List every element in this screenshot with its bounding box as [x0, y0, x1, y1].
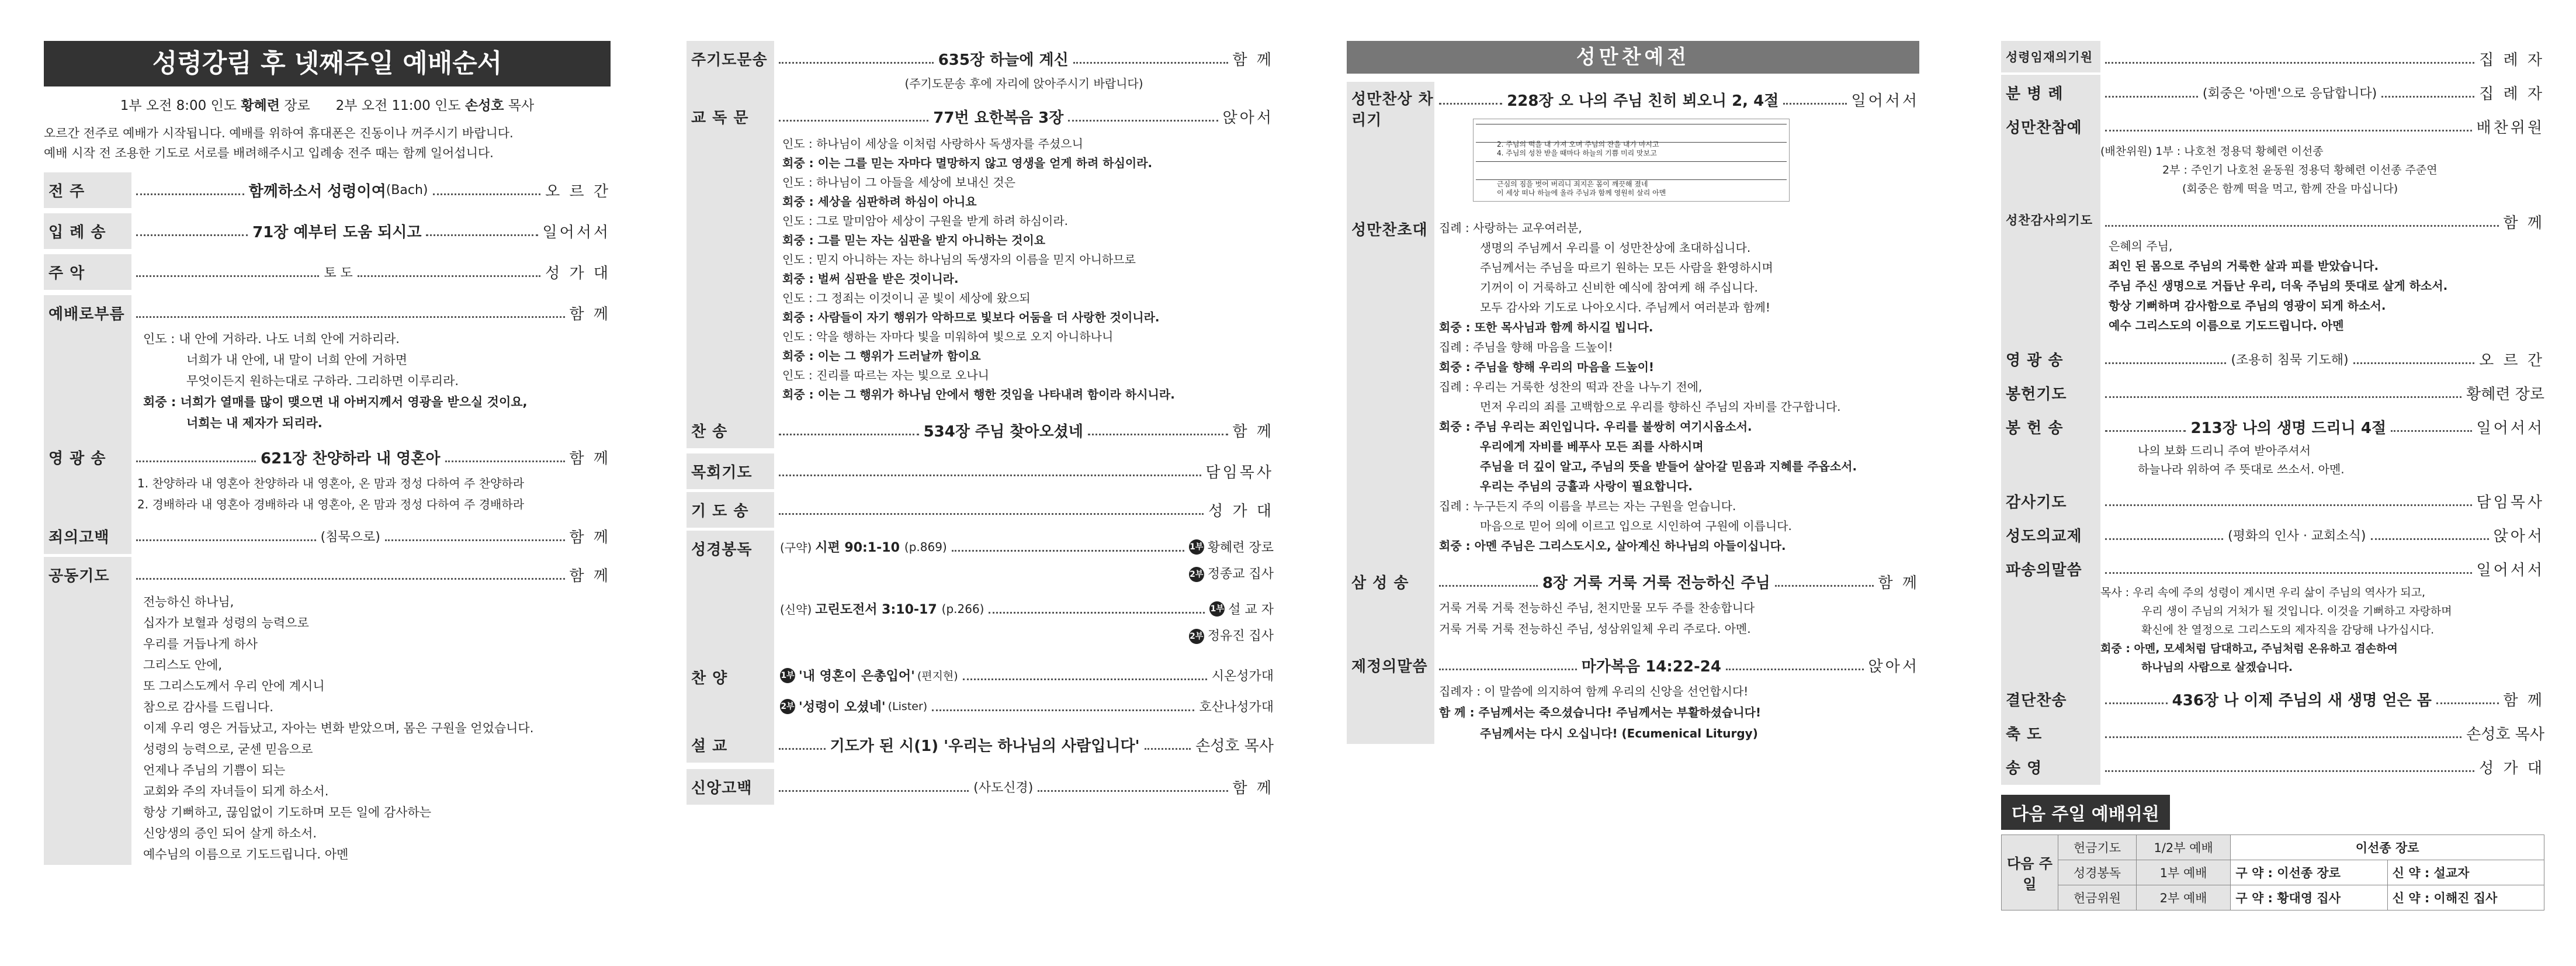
text-line: 인도 : 진리를 따르는 자는 빛으로 오나니 — [782, 368, 990, 382]
table-cell: 신 약 : 이해진 집사 — [2387, 885, 2544, 910]
order-who: 함 께 — [1232, 51, 1274, 69]
text-line: 주님을 더 깊이 알고, 주님의 뜻을 받들어 살아갈 믿음과 지혜를 주옵소서. — [1480, 459, 1857, 473]
text-line: 또 그리스도께서 우리 안에 계시니 — [143, 679, 325, 693]
text-line: 모두 감사와 기도로 나아오시다. 주님께서 여러분과 함께! — [1480, 300, 1770, 314]
score-lyrics: 근심의 짐을 벗어 버리니 죄지은 몸이 깨끗해 졌네 이 세상 떠나 하늘에 올라 주님과 함께 영원히 살리 아멘 — [1497, 180, 1666, 197]
order-label: 설 교 — [687, 727, 774, 763]
score-lyrics: 2. 주님의 떡을 내 가져 오며 주님의 잔을 내가 마시고 4. 주님의 성찬 받을 때마다 하늘의 기쁨 미리 맛보고 — [1497, 140, 1659, 157]
text-line: 인도 : 그 정죄는 이것이니 곧 빛이 세상에 왔으되 — [782, 291, 1031, 305]
order-item: 71장 예부터 도움 되시고 — [252, 224, 422, 241]
reading-ref: 고린도전서 3:10-17 — [815, 603, 937, 617]
order-note: (Bach) — [386, 183, 428, 198]
order-row — [687, 453, 1274, 492]
text-line: 우리는 주님의 긍휼과 사랑이 필요합니다. — [1480, 479, 1693, 493]
text-line: 언제나 주님의 기쁨이 되는 — [143, 763, 286, 777]
service-1-role: 장로 — [284, 98, 310, 113]
service-1-badge: 1부 — [780, 668, 795, 683]
responsive-reading — [774, 127, 1274, 413]
text-line: 주님께서는 다시 오십니다! (Ecumenical Liturgy) — [1480, 726, 1758, 740]
next-week-label: 다음 주일 — [2002, 835, 2058, 910]
service-times — [44, 95, 611, 114]
table-cell: 구 약 : 이선종 장로 — [2231, 860, 2387, 885]
next-week-table — [2001, 835, 2544, 910]
reader: 설 교 자 — [1228, 603, 1274, 617]
order-row — [44, 172, 611, 213]
order-label: 성경봉독 — [687, 531, 774, 659]
table-cell: 헌금기도 — [2058, 835, 2137, 860]
section-header: 성만찬예전 — [1347, 41, 1919, 74]
order-row — [2001, 75, 2544, 109]
text-line: 먼저 우리의 죄를 고백함으로 우리를 향하신 주님의 자비를 간구합니다. — [1480, 400, 1841, 414]
text-line: 그리스도 안에, — [143, 658, 223, 672]
text-line: 기꺼이 이 거룩하고 신비한 예식에 참여케 해 주십니다. — [1480, 281, 1758, 295]
text-line: 회중 : 너희가 열매를 많이 맺으면 내 아버지께서 영광을 받으실 것이요, — [143, 395, 528, 409]
order-who: 집 례 자 — [2479, 51, 2544, 69]
text-line: 인도 : 하나님이 그 아들을 세상에 보내신 것은 — [782, 175, 1015, 189]
order-item: 77번 요한복음 3장 — [933, 109, 1064, 127]
service-1-leader: 황혜련 — [241, 98, 280, 113]
text-line: 집례자 : 이 말씀에 의지하여 함께 우리의 신앙을 선언합시다! — [1439, 684, 1749, 698]
order-who: 함 께 — [569, 529, 611, 546]
order-label: 감사기도 — [2001, 483, 2100, 519]
text-line: 함 께 : 주님께서는 죽으셨습니다! 주님께서는 부활하셨습니다! — [1439, 705, 1762, 719]
common-prayer — [131, 586, 611, 865]
table-cell: 1/2부 예배 — [2136, 835, 2230, 860]
order-row — [1347, 564, 1919, 648]
text-line: 목사 : 우리 속에 주의 성령이 계시면 우리 삶이 주님의 역사가 되고, — [2100, 586, 2426, 599]
order-who: 함 께 — [1232, 423, 1274, 441]
column-1 — [44, 41, 611, 953]
text-line: 회중 : 아멘 주님은 그리스도시오, 살아계신 하나님의 아들이십니다. — [1439, 539, 1786, 553]
order-label: 공동기도 — [44, 557, 131, 865]
order-item: (평화의 인사 · 교회소식) — [2228, 529, 2366, 543]
text-line: 회중 : 주님 우리는 죄인입니다. 우리를 불쌍히 여기시옵소서. — [1439, 420, 1752, 434]
order-who: 일어서서 — [2476, 562, 2544, 579]
order-who: 오 르 간 — [2479, 352, 2544, 369]
order-label: 삼 성 송 — [1347, 564, 1434, 648]
order-who: 앉아서 — [2493, 528, 2544, 545]
order-label: 축 도 — [2001, 715, 2100, 751]
communion-invitation — [1434, 211, 1919, 564]
text-line: 1. 찬양하라 내 영혼아 찬양하라 내 영혼아, 온 맘과 정성 다하여 주 찬양하라 — [137, 476, 525, 490]
order-label: 성찬감사의기도 — [2001, 204, 2100, 341]
text-line: 주님께서는 주님을 따르기 원하는 모든 사람을 환영하시며 — [1480, 261, 1773, 275]
text-line: 집례 : 우리는 거룩한 성찬의 떡과 잔을 나누기 전에, — [1439, 380, 1703, 394]
order-label: 예배로부름 — [44, 295, 131, 439]
order-who: 손성호 목사 — [2466, 726, 2544, 743]
text-line: 너희가 내 안에, 내 말이 너희 안에 거하면 — [186, 353, 407, 367]
order-label: 기 도 송 — [687, 492, 774, 528]
order-who: 함 께 — [569, 306, 611, 323]
order-item: 228장 오 나의 주님 친히 뵈오니 2, 4절 — [1507, 92, 1779, 110]
order-row — [687, 41, 1274, 99]
text-line: 성령의 능력으로, 굳센 믿음으로 — [143, 742, 313, 756]
order-label: 봉 헌 송 — [2001, 409, 2100, 483]
table-cell: 이선종 장로 — [2231, 835, 2544, 860]
servers: (배찬위원) 1부 : 나호천 정용덕 황혜련 이선종 2부 : 주인기 나호천 윤동원 정용덕 황혜련 이선종 주준연 (회중은 함께 떡을 먹고, 함께 잔을 마십니다) — [2100, 145, 2438, 195]
text-line: 회중 : 이는 그를 믿는 자마다 멸망하지 않고 영생을 얻게 하려 하심이라. — [782, 156, 1153, 170]
reading-page: (p.266) — [941, 601, 984, 616]
anthem-note: (Lister) — [887, 700, 928, 713]
order-row — [2001, 715, 2544, 749]
order-row — [44, 439, 611, 518]
order-label: 성만찬초대 — [1347, 211, 1434, 564]
reading-page: (p.869) — [904, 539, 947, 554]
order-item: 436장 나 이제 주님의 새 생명 얻은 몸 — [2172, 692, 2432, 709]
text-line: 인도 : 하나님이 세상을 이처럼 사랑하사 독생자를 주셨으니 — [782, 137, 1083, 151]
order-row — [2001, 204, 2544, 341]
order-list — [44, 172, 611, 865]
text-line: 우리를 거듭나게 하사 — [143, 637, 258, 651]
order-row — [44, 254, 611, 295]
sending-words — [2100, 580, 2544, 681]
order-row — [687, 659, 1274, 727]
service-2-badge: 2부 — [1189, 567, 1204, 582]
text-line: 집례 : 누구든지 주의 이름을 부르는 자는 구원을 얻습니다. — [1439, 499, 1736, 513]
text-line: 참으로 감사를 드립니다. — [143, 700, 273, 714]
thanksgiving-prayer: 은혜의 주님, 죄인 된 몸으로 주님의 거룩한 살과 피를 받았습니다. 주님 주신 생명으로 거듭난 우리, 더욱 주님의 뜻대로 살게 하소서. 항상 기뻐하며 감사함으로 주님의 영광이 되게 하소서. 예수 그리스도의 이름으로 기도드립니다. 아멘 — [2109, 239, 2448, 333]
intro-line: 예배 시작 전 조용한 기도로 서로를 배려해주시고 입례송 전주 때는 함께 일어섭니다. — [44, 146, 494, 160]
order-item: (조용히 침묵 기도해) — [2231, 353, 2349, 368]
anthems — [774, 659, 1274, 727]
text-line: 확신에 찬 열정으로 그리스도의 제자직을 감당해 나가십시다. — [2141, 624, 2435, 636]
order-label: 영 광 송 — [44, 439, 131, 518]
order-row — [2001, 749, 2544, 783]
order-label: 신앙고백 — [687, 769, 774, 805]
order-who: 배찬위원 — [2476, 119, 2544, 137]
order-row — [2001, 681, 2544, 715]
order-label: 찬 송 — [687, 413, 774, 448]
text-line: 회중 : 주님을 향해 우리의 마음을 드높이! — [1439, 360, 1655, 374]
order-label: 주 악 — [44, 254, 131, 290]
order-row — [2001, 341, 2544, 375]
order-item: 마가복음 14:22-24 — [1581, 658, 1721, 676]
text-line: 이제 우리 영은 거듭났고, 자아는 변화 받았으며, 몸은 구원을 얻었습니다. — [143, 721, 534, 735]
sermon-title: 기도가 된 시(1) '우리는 하나님의 사람입니다' — [830, 738, 1140, 755]
order-label: 성만찬참예 — [2001, 109, 2100, 204]
anthem-note: (편지현) — [917, 670, 958, 683]
text-line: 인도 : 그로 말미암아 세상이 구원을 받게 하려 하심이라. — [782, 214, 1068, 228]
order-label: 성도의교제 — [2001, 517, 2100, 553]
order-row — [44, 295, 611, 439]
order-row — [2001, 41, 2544, 75]
order-who: 일어서서 — [2476, 420, 2544, 437]
order-row — [1347, 82, 1919, 211]
order-who: 집 례 자 — [2479, 85, 2545, 103]
order-label: 찬 양 — [687, 659, 774, 727]
sanctus-lyrics: 거룩 거룩 거룩 전능하신 주님, 천지만물 모두 주를 찬송합니다 거룩 거룩 거룩 전능하신 주님, 성삼위일체 우리 주로다. 아멘. — [1439, 601, 1755, 636]
order-item: 534장 주님 찾아오셨네 — [923, 423, 1083, 441]
order-label: 파송의말씀 — [2001, 551, 2100, 681]
anthem-title: '내 영혼이 은총입어' — [799, 669, 915, 684]
order-label: 입 례 송 — [44, 213, 131, 249]
order-row — [44, 213, 611, 254]
order-label: 성령임재의기원 — [2001, 41, 2100, 72]
text-line: 예수님의 이름으로 기도드립니다. 아멘 — [143, 847, 349, 861]
text-line: 교회와 주의 자녀들이 되게 하소서. — [143, 784, 329, 798]
hymn-lyrics — [131, 468, 611, 518]
text-line: 너희는 내 제자가 되리라. — [186, 416, 323, 430]
order-label: 영 광 송 — [2001, 341, 2100, 377]
order-label: 송 영 — [2001, 749, 2100, 785]
order-who: 앉아서 — [1222, 109, 1274, 127]
order-row — [44, 557, 611, 865]
text-line: 항상 기뻐하고, 끊임없이 기도하며 모든 일에 감사하는 — [143, 805, 432, 819]
institution-words — [1434, 676, 1919, 744]
text-line: 회중 : 사람들이 자기 행위가 악하므로 빛보다 어둠을 더 사랑한 것이니라. — [782, 310, 1160, 324]
order-row — [687, 531, 1274, 659]
table-cell: 헌금위원 — [2058, 885, 2137, 910]
text-line: 회중 : 이는 그 행위가 하나님 안에서 행한 것임을 나타내려 함이라 하시니라. — [782, 387, 1175, 401]
order-label: 주기도문송 — [687, 41, 774, 99]
service-1-badge: 1부 — [1189, 539, 1204, 555]
order-label: 성만찬상 차리기 — [1347, 82, 1434, 211]
reader: 황혜련 장로 — [1207, 541, 1274, 555]
order-who: 함 께 — [569, 567, 611, 585]
table-cell: 1부 예배 — [2136, 860, 2230, 885]
order-who: 담임목사 — [1205, 464, 1274, 482]
service-2-label: 2부 오전 11:00 인도 — [335, 98, 461, 113]
table-cell: 구 약 : 황대영 집사 — [2231, 885, 2387, 910]
reader: 정종교 집사 — [1207, 567, 1274, 581]
lords-prayer-note: (주기도문송 후에 자리에 앉아주시기 바랍니다) — [904, 77, 1143, 91]
text-line: 우리에게 자비를 베푸사 모든 죄를 사하시며 — [1480, 439, 1704, 453]
order-who: 황혜련 장로 — [2466, 386, 2544, 403]
order-row — [2001, 483, 2544, 517]
order-label: 죄의고백 — [44, 518, 131, 554]
text-line: 회중 : 그를 믿는 자는 심판을 받지 아니하는 것이요 — [782, 233, 1046, 247]
text-line: 마음으로 믿어 의에 이르고 입으로 시인하여 구원에 이릅니다. — [1480, 519, 1792, 533]
scripture-readings — [774, 531, 1274, 659]
order-row — [687, 413, 1274, 453]
order-who: 일어서서 — [542, 224, 611, 241]
page-title: 성령강림 후 넷째주일 예배순서 — [44, 41, 611, 86]
order-who: 함 께 — [2503, 692, 2544, 709]
text-line: 회중 : 벌써 심판을 받은 것이니라. — [782, 272, 959, 286]
reader: 정유진 집사 — [1207, 629, 1274, 643]
offertory-lyrics: 나의 보화 드리니 주여 받아주셔서 하늘나라 위하여 주 뜻대로 쓰소서. 아멘. — [2138, 444, 2345, 476]
next-week-title: 다음 주일 예배위원 — [2001, 795, 2170, 830]
column-2 — [687, 41, 1274, 953]
column-4 — [2001, 41, 2544, 953]
text-line: 무엇이든지 원하는대로 구하라. 그리하면 이루리라. — [186, 374, 459, 388]
order-label: 교 독 문 — [687, 99, 774, 413]
anthem-choir: 호산나성가대 — [1199, 700, 1274, 715]
text-line: 인도 : 내 안에 거하라. 나도 너희 안에 거하리라. — [143, 332, 400, 346]
order-item: 621장 찬양하라 내 영혼아 — [261, 450, 441, 468]
order-row — [2001, 551, 2544, 681]
column-3 — [1347, 41, 1919, 953]
service-2-badge: 2부 — [780, 699, 795, 714]
order-row — [687, 492, 1274, 531]
order-row — [1347, 211, 1919, 564]
table-cell: 2부 예배 — [2136, 885, 2230, 910]
text-line: 십자가 보혈과 성령의 능력으로 — [143, 616, 309, 630]
order-row — [1347, 648, 1919, 744]
order-item: (침묵으로) — [320, 530, 380, 545]
text-line: 생명의 주님께서 우리를 이 성만찬상에 초대하십니다. — [1480, 241, 1751, 255]
text-line: 회중 : 아멘, 모세처럼 담대하고, 주님처럼 온유하고 겸손하여 — [2100, 642, 2398, 655]
service-2-badge: 2부 — [1189, 629, 1204, 644]
text-line: 회중 : 이는 그 행위가 드러날까 함이요 — [782, 349, 981, 363]
order-who: 앉아서 — [1868, 658, 1920, 676]
order-row — [2001, 109, 2544, 204]
hymn-score-image — [1473, 119, 1790, 202]
service-1-badge: 1부 — [1209, 601, 1225, 617]
order-label: 목회기도 — [687, 453, 774, 489]
order-row — [687, 99, 1274, 413]
text-line: 인도 : 믿지 아니하는 자는 하나님의 독생자의 이름을 믿지 아니하므로 — [782, 252, 1136, 266]
reading-kind: (구약) — [780, 541, 812, 555]
intro-line: 오르간 전주로 예배가 시작됩니다. 예배를 위하여 휴대폰은 진동이나 꺼주시기 바랍니다. — [44, 126, 514, 140]
text-line: 우리 생이 주님의 거처가 될 것입니다. 이것을 기뻐하고 자랑하며 — [2141, 605, 2452, 618]
order-label: 결단찬송 — [2001, 681, 2100, 717]
order-who: 성 가 대 — [545, 265, 611, 282]
call-to-worship — [131, 324, 611, 439]
table-cell: 신 약 : 설교자 — [2387, 860, 2544, 885]
order-row — [687, 769, 1274, 808]
next-week-section — [2001, 795, 2544, 910]
preacher: 손성호 목사 — [1195, 738, 1274, 755]
order-row — [2001, 375, 2544, 409]
table-cell: 성경봉독 — [2058, 860, 2137, 885]
text-line: 회중 : 또한 목사님과 함께 하시길 빕니다. — [1439, 320, 1653, 334]
order-who: 함 께 — [1232, 780, 1274, 797]
order-who: 일어서서 — [1851, 92, 1919, 110]
order-who: 함 께 — [1878, 574, 1920, 592]
order-who: 담임목사 — [2476, 494, 2544, 511]
text-line: 집례 : 사랑하는 교우여러분, — [1439, 221, 1582, 235]
text-line: 2. 경배하라 내 영혼아 경배하라 내 영혼아, 온 맘과 정성 다하여 주 경배하라 — [137, 497, 525, 511]
reading-kind: (신약) — [780, 603, 812, 617]
order-item: 8장 거룩 거룩 거룩 전능하신 주님 — [1542, 574, 1770, 592]
order-row — [44, 518, 611, 557]
service-2-leader: 손성호 — [464, 98, 504, 113]
anthem-choir: 시온성가대 — [1211, 669, 1274, 684]
order-item: 635장 하늘에 계신 — [938, 51, 1069, 69]
order-label: 분 병 례 — [2001, 75, 2100, 110]
order-who: 함 께 — [2503, 214, 2544, 232]
order-row — [687, 727, 1274, 769]
text-line: 인도 : 악을 행하는 자마다 빛을 미워하여 빛으로 오지 아니하나니 — [782, 330, 1114, 344]
order-who: 함 께 — [569, 450, 611, 468]
text-line: 집례 : 주님을 향해 마음을 드높이! — [1439, 340, 1613, 354]
order-item: 함께하소서 성령이여 — [248, 183, 386, 200]
order-item: 토 도 — [324, 266, 353, 281]
text-line: 전능하신 하나님, — [143, 595, 234, 609]
order-who: 성 가 대 — [2479, 760, 2544, 777]
text-line: 하나님의 사람으로 살겠습니다. — [2141, 661, 2293, 674]
order-who: 오 르 간 — [545, 183, 611, 200]
order-who: 성 가 대 — [1208, 503, 1274, 520]
order-item: (회중은 '아멘'으로 응답합니다) — [2202, 86, 2377, 101]
intro-text — [44, 123, 611, 163]
text-line: 신앙생의 증인 되어 살게 하소서. — [143, 826, 317, 840]
order-row — [2001, 517, 2544, 551]
order-label: 전 주 — [44, 172, 131, 208]
order-item: (사도신경) — [973, 781, 1034, 795]
text-line: 회중 : 세상을 심판하려 하심이 아니요 — [782, 195, 977, 209]
order-label: 봉헌기도 — [2001, 375, 2100, 411]
order-label: 제정의말씀 — [1347, 648, 1434, 744]
anthem-title: '성령이 오셨네' — [799, 700, 886, 715]
service-1-label: 1부 오전 8:00 인도 — [120, 98, 237, 113]
reading-ref: 시편 90:1-10 — [815, 541, 900, 555]
service-2-role: 목사 — [508, 98, 535, 113]
order-item: 213장 나의 생명 드리니 4절 — [2190, 420, 2387, 437]
order-row — [2001, 409, 2544, 483]
